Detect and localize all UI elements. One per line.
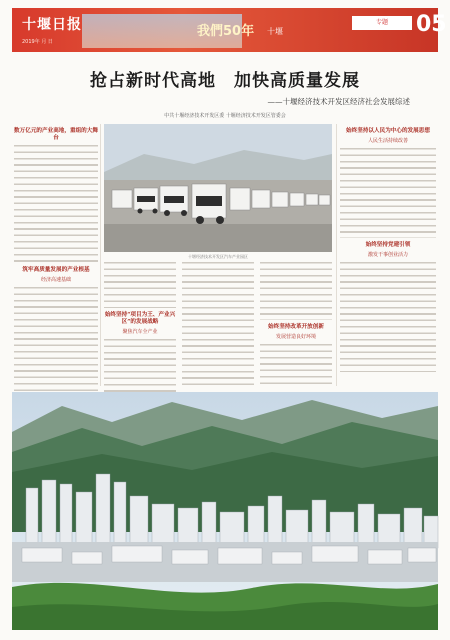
text-column-5 [340,124,436,386]
column-rule [100,124,101,386]
body-text-placeholder [340,262,436,372]
masthead-banner [12,8,447,52]
truck-factory-photo [104,124,332,252]
page-section-label: 专题 [352,16,412,30]
article-byline: 中共十堰经济技术开发区委 十堰经济技术开发区管委会 [164,113,286,119]
section-heading: 始终坚持以人民为中心的发展思想 [346,128,430,134]
body-text-placeholder [260,344,332,384]
body-text-placeholder [340,148,436,238]
article-headline: 抢占新时代高地 加快高质量发展 [90,71,360,91]
section-heading: 始终坚持改革开放创新 [268,324,324,330]
banner-slogan: 十堰 [267,27,283,36]
photo-caption: 十堰经济技术开发区汽车产业园区 [188,254,248,259]
text-column-3 [182,262,254,386]
trucks-illustration [104,124,332,252]
section-subheading: 发展营造良好环境 [275,334,316,340]
section-heading: 筑牢高质量发展的产业根基 [22,267,90,273]
body-text-placeholder [260,262,332,320]
body-text-placeholder [104,339,176,399]
section-subheading: 激发干事创业活力 [367,252,408,258]
body-text-placeholder [14,145,98,263]
text-column-2 [104,262,176,386]
city-illustration [12,392,438,630]
section-subheading: 人民生活持续改善 [367,138,408,144]
body-text-placeholder [14,287,98,397]
text-column-1 [14,124,98,386]
section-subheading: 聚焦汽车全产业 [122,329,158,335]
page-number: 05 [416,12,447,37]
section-heading: 数万亿元的产业高地，重组的大舞台 [14,128,98,141]
city-landscape-photo [12,392,438,630]
masthead-date: 2019年 月 日 [22,39,53,45]
column-rule [336,124,337,386]
body-text-placeholder [104,262,176,308]
masthead-title: 十堰日报 [22,17,82,33]
text-column-4 [260,262,332,386]
section-heading: 始终坚持党建引领 [365,242,411,248]
section-heading: 始终坚持“项目为王、产业兴区”的发展战略 [104,312,176,325]
article-subhead: ——十堰经济技术开发区经济社会发展综述 [267,97,410,106]
anniversary-logo: 我們50年 [197,24,255,39]
section-subheading: 经济高速基础 [40,277,71,283]
